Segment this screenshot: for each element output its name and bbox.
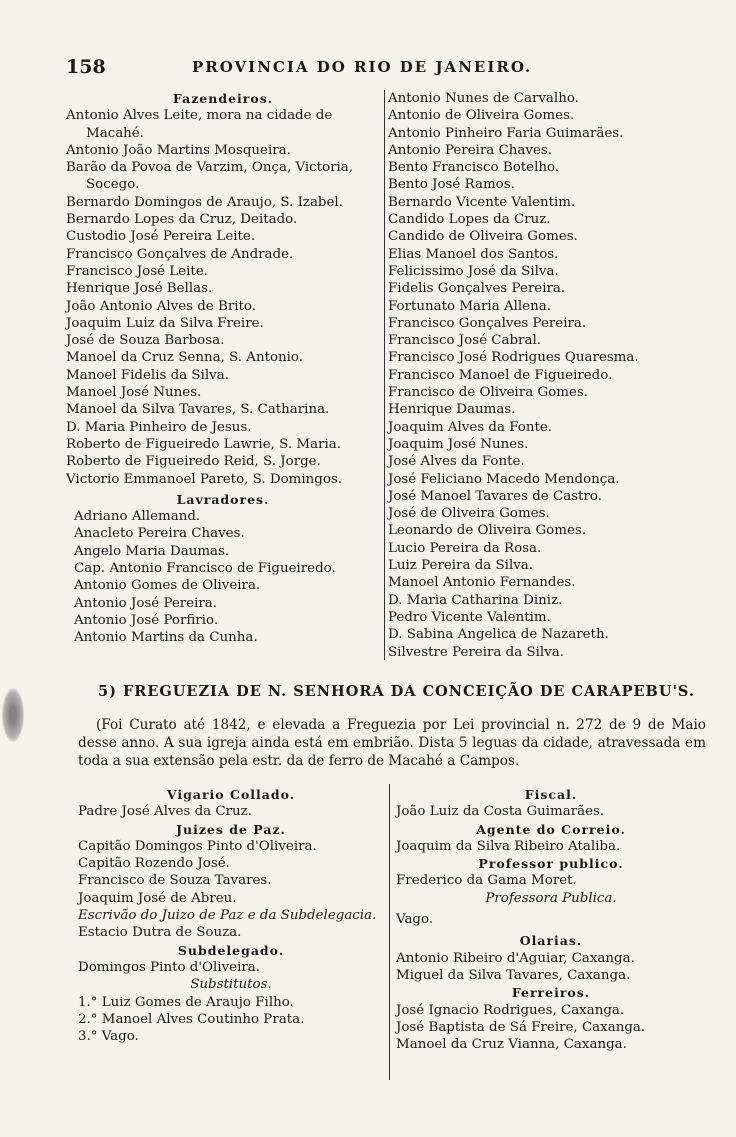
bottom-left-column: [78, 786, 384, 1045]
list-item: Fidelis Gonçalves Pereira.: [388, 281, 566, 297]
list-item: Leonardo de Oliveira Gomes.: [388, 523, 586, 539]
list-item: Miguel da Silva Tavares, Caxanga.: [396, 967, 631, 983]
list-item: Padre José Alves da Cruz.: [78, 804, 252, 820]
list-item: Francisco Manoel de Figueiredo.: [388, 367, 613, 383]
list-item: Antonio Ribeiro d'Aguiar, Caxanga.: [396, 950, 635, 966]
column-divider: [389, 784, 390, 1080]
list-item: Felicissimo José da Silva.: [388, 263, 559, 279]
list-item: Henrique José Bellas.: [66, 281, 213, 297]
list-item: Victorio Emmanoel Pareto, S. Domingos.: [66, 471, 343, 487]
list-item: Anacleto Pereira Chaves.: [74, 526, 245, 542]
list-item: Antonio Alves Leite, mora na cidade de Macahé.: [66, 108, 333, 141]
list-item: Luiz Pereira da Silva.: [388, 558, 534, 574]
list-item: Candido Lopes da Cruz.: [388, 212, 551, 228]
list-item: Antonio João Martins Mosqueira.: [66, 142, 291, 158]
list-item: Bernardo Lopes da Cruz, Deitado.: [66, 212, 298, 228]
page-number: 158: [66, 56, 106, 78]
list-item: José de Oliveira Gomes.: [388, 506, 550, 522]
list-item: D. Maria Pinheiro de Jesus.: [66, 419, 252, 435]
heading-escrivao: Escrivão do Juizo de Paz e da Subdelegacia.: [78, 908, 377, 924]
heading-olarias: Olarias.: [519, 933, 583, 949]
list-item: Antonio Pinheiro Faria Guimarães.: [388, 125, 624, 141]
list-item: Bernardo Domingos de Araujo, S. Izabel.: [66, 194, 343, 210]
heading-fiscal: Fiscal.: [524, 787, 578, 802]
list-item: João Antonio Alves de Brito.: [66, 298, 257, 314]
list-item: Antonio Gomes de Oliveira.: [74, 578, 261, 594]
list-item: Pedro Vicente Valentim.: [388, 609, 551, 625]
list-item: José de Souza Barbosa.: [66, 333, 225, 349]
list-item: D. Sabina Angelica de Nazareth.: [388, 627, 609, 643]
list-item: Manoel Fidelis da Silva.: [66, 367, 229, 383]
list-item: Angelo Maria Daumas.: [74, 543, 230, 559]
list-item: Cap. Antonio Francisco de Figueiredo.: [74, 561, 336, 577]
list-item: Bernardo Vicente Valentim.: [388, 194, 576, 210]
heading-correio: Agente do Correio.: [476, 821, 626, 837]
list-item: Francisco Gonçalves de Andrade.: [66, 246, 294, 262]
top-left-column: [66, 90, 380, 647]
list-item: Capitão Rozendo José.: [78, 856, 230, 872]
list-item: José Baptista de Sá Freire, Caxanga.: [396, 1019, 646, 1035]
heading-professora: Professora Publica.: [485, 890, 617, 906]
list-item: Antonio Nunes de Carvalho.: [388, 91, 579, 106]
list-item: Francisco de Souza Tavares.: [78, 873, 272, 889]
list-item: Antonio de Oliveira Gomes.: [388, 108, 575, 124]
list-item: 3.° Vago.: [78, 1029, 139, 1045]
list-item: Capitão Domingos Pinto d'Oliveira.: [78, 838, 317, 854]
list-item: Silvestre Pereira da Silva.: [388, 644, 565, 660]
list-item: Francisco Gonçalves Pereira.: [388, 315, 587, 331]
list-item: Francisco José Cabral.: [388, 333, 541, 349]
column-divider: [384, 90, 385, 660]
list-item: Estacio Dutra de Souza.: [78, 925, 242, 941]
list-item: Joaquim Alves da Fonte.: [388, 419, 553, 435]
list-item: 2.° Manoel Alves Coutinho Prata.: [78, 1011, 305, 1027]
list-item: Francisco José Rodrigues Quaresma.: [388, 350, 639, 366]
list-item: Joaquim José Nunes.: [388, 436, 529, 452]
list-item: José Ignacio Rodrigues, Caxanga.: [396, 1002, 625, 1018]
top-right-column: [388, 90, 706, 661]
list-item: Elias Manoel dos Santos.: [388, 246, 559, 262]
list-item: José Feliciano Macedo Mendonça.: [388, 471, 620, 487]
running-title: PROVINCIA DO RIO DE JANEIRO.: [192, 58, 533, 76]
list-item: Manoel da Silva Tavares, S. Catharina.: [66, 402, 330, 418]
list-item: Bento José Ramos.: [388, 177, 515, 193]
list-item: Candido de Oliveira Gomes.: [388, 229, 578, 245]
heading-ferreiros: Ferreiros.: [511, 985, 591, 1001]
list-item: João Luiz da Costa Guimarães.: [396, 804, 605, 820]
list-item: José Manoel Tavares de Castro.: [388, 488, 602, 504]
list-item: Lucio Pereira da Rosa.: [388, 540, 542, 556]
list-item: José Alves da Fonte.: [388, 454, 525, 470]
list-item: Fortunato Maria Allena.: [388, 298, 551, 314]
list-item: Joaquim José de Abreu.: [78, 890, 237, 906]
list-item: Henrique Daumas.: [388, 402, 516, 418]
list-item: Frederico da Gama Moret.: [396, 873, 577, 889]
list-item: Manoel Antonio Fernandes.: [388, 575, 576, 591]
list-item: Antonio José Porfirio.: [74, 612, 219, 628]
list-item: Francisco José Leite.: [66, 263, 208, 279]
section-title: 5) FREGUEZIA DE N. SENHORA DA CONCEIÇÃO DE CARAPEBU'S.: [98, 683, 695, 700]
list-item: Antonio Martins da Cunha.: [74, 630, 258, 646]
heading-professor: Professor publico.: [478, 856, 624, 872]
library-stamp-mark: [2, 688, 24, 742]
list-item: D. Maria Catharina Diniz.: [388, 592, 563, 608]
page-header: [66, 56, 706, 82]
heading-substitutos: Substitutos.: [190, 977, 272, 993]
heading-juizes: Juizes de Paz.: [176, 821, 286, 837]
list-item: Antonio José Pereira.: [74, 595, 218, 611]
list-item: Bento Francisco Botelho.: [388, 160, 560, 176]
list-item: Domingos Pinto d'Oliveira.: [78, 959, 260, 975]
list-item: Roberto de Figueiredo Reid, S. Jorge.: [66, 454, 321, 470]
list-item: Roberto de Figueiredo Lawrie, S. Maria.: [66, 436, 341, 452]
section-paragraph: (Foi Curato até 1842, e elevada a Freguezia por Lei provincial n. 272 de 9 de Maio desse anno. A sua igreja ainda está em embrião. Dista 5 leguas da cidade, atravessada em toda a sua extensão pela estr. da de ferro de Macahé a Campos.: [78, 717, 706, 769]
heading-vigario: Vigario Collado.: [166, 787, 296, 802]
heading-lavradores: Lavradores.: [176, 491, 270, 507]
list-item: Joaquim da Silva Ribeiro Ataliba.: [396, 838, 621, 854]
list-item: Francisco de Oliveira Gomes.: [388, 385, 588, 401]
list-item: Joaquim Luiz da Silva Freire.: [66, 315, 264, 331]
heading-subdelegado: Subdelegado.: [177, 942, 285, 958]
list-item: Adriano Allemand.: [74, 509, 201, 525]
bottom-right-column: [396, 786, 706, 1053]
list-item: 1.° Luiz Gomes de Araujo Filho.: [78, 994, 294, 1010]
list-item: Manoel da Cruz Vianna, Caxanga.: [396, 1037, 627, 1053]
list-item: Manoel José Nunes.: [66, 385, 202, 401]
list-item: Manoel da Cruz Senna, S. Antonio.: [66, 350, 304, 366]
list-item: Vago.: [396, 912, 434, 928]
list-item: Custodio José Pereira Leite.: [66, 229, 256, 245]
heading-fazendeiros: Fazendeiros.: [172, 91, 274, 106]
list-item: Barão da Povoa de Varzim, Onça, Victoria, Socego.: [66, 160, 354, 193]
list-item: Antonio Pereira Chaves.: [388, 142, 553, 158]
